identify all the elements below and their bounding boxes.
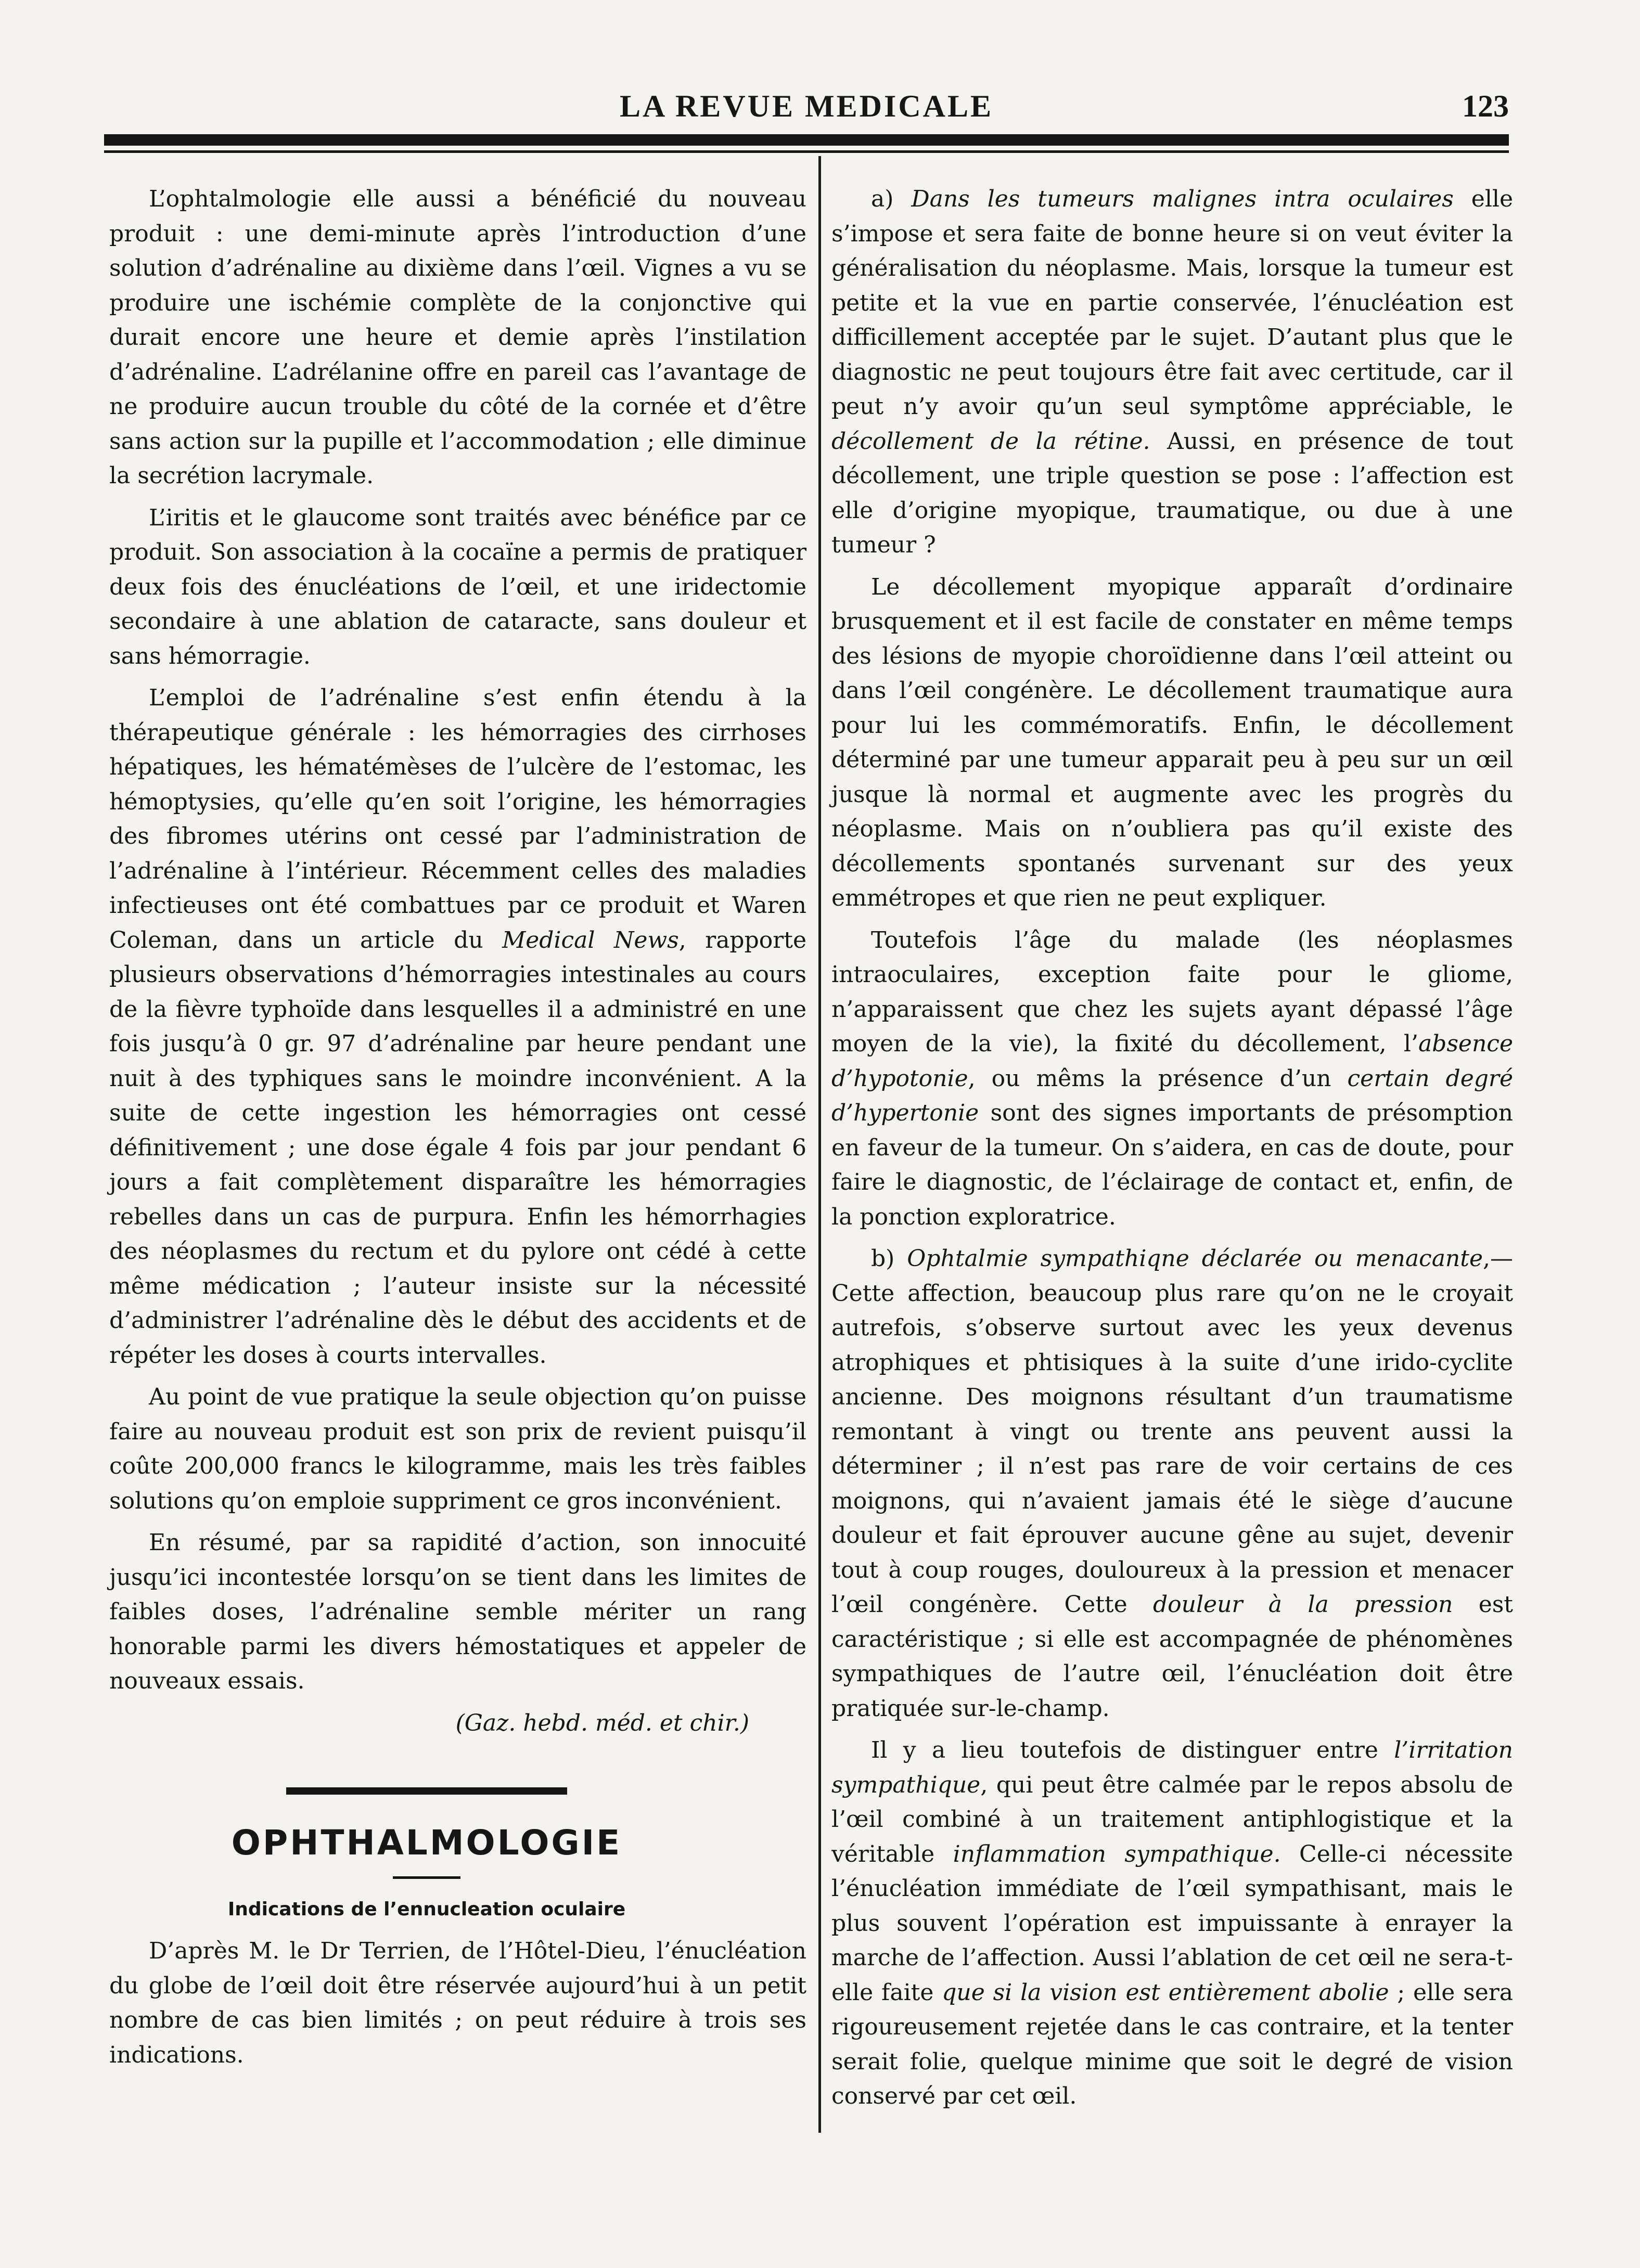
- text-run: sont des signes importants de présomption en faveur de la tumeur. On s’aidera, en cas de doute, pour faire le diagnostic, de l’éclairage de contact et, enfin, de la ponction exploratrice.: [831, 1100, 1513, 1230]
- section-rule-short: [393, 1876, 460, 1879]
- section-title: OPHTHALMOLOGIE: [231, 1823, 622, 1863]
- text-run: Il y a lieu toutefois de distinguer entre: [871, 1737, 1394, 1763]
- text-run: elle s’impose et sera faite de bonne heure si on veut éviter la généralisation du néoplasme. Mais, lorsque la tumeur est petite et la vue en partie conservée, l’énucléation est difficillement acceptée par le sujet. D’autant plus que le diagnostic ne peut toujours être fait avec certitude, car il peut n’y avoir qu’un seul symptôme appréciable, le: [831, 186, 1513, 420]
- text-run: a): [871, 186, 912, 212]
- italic-run: Dans les tumeurs malignes intra oculaires: [911, 186, 1454, 212]
- paragraph: [831, 1733, 1513, 2114]
- paragraph: L’iritis et le glaucome sont traités avec bénéfice par ce produit. Son association à la cocaïne a permis de pratiquer deux fois des énucléations de l’œil, et une iridectomie secondaire à une ablation de cataracte, sans douleur et sans hémorragie.: [109, 504, 806, 669]
- italic-run: Medical News: [502, 926, 679, 953]
- text-run: ,— Cette affection, beaucoup plus rare qu’on ne le croyait autrefois, s’observe surtout avec les yeux devenus atrophiques et phtisiques à la suite d’une irido-cyclite ancienne. Des moignons résultant d’un traumatisme remontant à vingt ou trente ans peuvent aussi la déterminer ; il n’est pas rare de voir certains de ces moignons, qui n’avaient jamais été le siège d’aucune douleur et fait éprouver aucune gêne au sujet, devenir tout à coup rouges, douloureux à la pression et menacer l’œil congénère. Cette: [831, 1245, 1513, 1618]
- text-run: ; elle sera rigoureusement rejetée dans le cas contraire, et la tenter serait folie, quelque minime que soit le degré de vision conservé par cet œil.: [831, 1979, 1514, 2109]
- text-run: , ou mêms la présence d’un: [968, 1065, 1348, 1092]
- text-run: Toutefois l’âge du malade (les néoplasmes intraoculaires, exception faite pour le gliome, n’apparaissent que chez les sujets ayant dépassé l’âge moyen de la vie), la fixité du décollement, l’: [831, 926, 1513, 1057]
- source-citation: (Gaz. hebd. méd. et chir.): [455, 1709, 749, 1736]
- text-run: Celle-ci nécessite l’énucléation immédiate de l’œil sympathisant, mais le plus souvent l’opération est impuissante à enrayer la marche de l’affection. Aussi l’ablation de cet œil ne sera-t-elle faite: [831, 1840, 1513, 2006]
- header-rule-thick: [104, 134, 1509, 146]
- text-run: , rapporte plusieurs observations d’hémorragies intestinales au cours de la fièvre typhoïde dans lesquelles il a administré en une fois jusqu’à 0 gr. 97 d’adrénaline par heure pendant une nuit à des typhiques sans le moindre inconvénient. A la suite de cette ingestion les hémorragies ont cessé définitivement ; une dose égale 4 fois par jour pendant 6 jours a fait complètement disparaître les hémorragies rebelles dans un cas de purpura. Enfin les hémorrhagies des néoplasmes du rectum et du pylore ont cédé à cette même médication ; l’auteur insiste sur la nécessité d’administrer l’adrénaline dès le début des accidents et de répéter les doses à courts intervalles.: [109, 926, 806, 1369]
- paragraph: Le décollement myopique apparaît d’ordinaire brusquement et il est facile de constater en même temps des lésions de myopie choroïdienne dans l’œil atteint ou dans l’œil congénère. Le décollement traumatique aura pour lui les commémoratifs. Enfin, le décollement déterminé par une tumeur apparait peu à peu sur un œil jusque là normal et augmente avec les progrès du néoplasme. Mais on n’oubliera pas qu’il existe des décollements spontanés survenant sur des yeux emmétropes et que rien ne peut expliquer.: [831, 573, 1513, 911]
- italic-run: Ophtalmie sympathiqne déclarée ou menacante: [907, 1245, 1483, 1272]
- header-rule-thin: [104, 150, 1509, 153]
- section-rule: [286, 1787, 567, 1795]
- paragraph: Au point de vue pratique la seule objection qu’on puisse faire au nouveau produit est son prix de revient puisqu’il coûte 200,000 francs le kilogramme, mais les très faibles solutions qu’on emploie suppriment ce gros inconvénient.: [109, 1384, 806, 1514]
- text-run: b): [871, 1245, 907, 1272]
- section-subtitle: Indications de l’ennucleation oculaire: [227, 1898, 626, 1920]
- italic-run: certain degré d’hypertonie: [831, 1065, 1513, 1126]
- paragraph: [831, 182, 1513, 563]
- text-run: Aussi, en présence de tout décollement, une triple question se pose : l’affection est elle d’origine myopique, traumatique, ou due à une tumeur ?: [831, 428, 1513, 558]
- italic-run: décollement de la rétine.: [831, 428, 1150, 455]
- paragraph: [831, 1242, 1513, 1726]
- column-divider: [818, 156, 821, 2133]
- text-run: est caractéristique ; si elle est accompagnée de phénomènes sympathiques de l’autre œil, l’énucléation doit être pratiquée sur-le-champ.: [831, 1591, 1513, 1722]
- italic-run: l’irritation sympathique: [831, 1737, 1513, 1798]
- italic-run: douleur à la pression: [1152, 1591, 1453, 1618]
- text-run: , qui peut être calmée par le repos absolu de l’œil combiné à un traitement antiphlogistique et la véritable: [831, 1771, 1513, 1867]
- journal-title: LA REVUE MEDICALE: [619, 89, 994, 123]
- italic-run: inflammation sympathique.: [953, 1840, 1281, 1867]
- paragraph: [831, 923, 1513, 1235]
- italic-run: absence d’hypotonie: [831, 1030, 1513, 1092]
- paragraph: En résumé, par sa rapidité d’action, son innocuité jusqu’ici incontestée lorsqu’on se tient dans les limites de faibles doses, l’adrénaline semble mériter un rang honorable parmi les divers hémostatiques et appeler de nouveaux essais.: [109, 1529, 806, 1694]
- running-header: [104, 88, 1509, 125]
- right-column: [831, 182, 1513, 2121]
- paragraph: [109, 681, 806, 1373]
- left-column: [109, 182, 806, 2080]
- text-run: L’emploi de l’adrénaline s’est enfin étendu à la thérapeutique générale : les hémorragies des cirrhoses hépatiques, les hématémèses de l’ulcère de l’estomac, les hémoptysies, qu’elle qu’en soit l’origine, les hémorragies des fibromes utérins ont cessé par l’administration de l’adrénaline à l’intérieur. Récemment celles des maladies infectieuses ont été combattues par ce produit et Waren Coleman, dans un article du: [109, 685, 806, 953]
- italic-run: que si la vision est entièrement abolie: [942, 1979, 1389, 2006]
- page-number: 123: [1462, 89, 1509, 123]
- paragraph: D’après M. le Dr Terrien, de l’Hôtel-Dieu, l’énucléation du globe de l’œil doit être réservée aujourd’hui à un petit nombre de cas bien limités ; on peut réduire à trois ses indications.: [109, 1938, 806, 2068]
- paragraph: L’ophtalmologie elle aussi a bénéficié du nouveau produit : une demi-minute après l’introduction d’une solution d’adrénaline au dixième dans l’œil. Vignes a vu se produire une ischémie complète de la conjonctive qui durait encore une heure et demie après l’instilation d’adrénaline. L’adrélanine offre en pareil cas l’avantage de ne produire aucun trouble du côté de la cornée et d’être sans action sur la pupille et l’accommodation ; elle diminue la secrétion lacrymale.: [109, 186, 806, 489]
